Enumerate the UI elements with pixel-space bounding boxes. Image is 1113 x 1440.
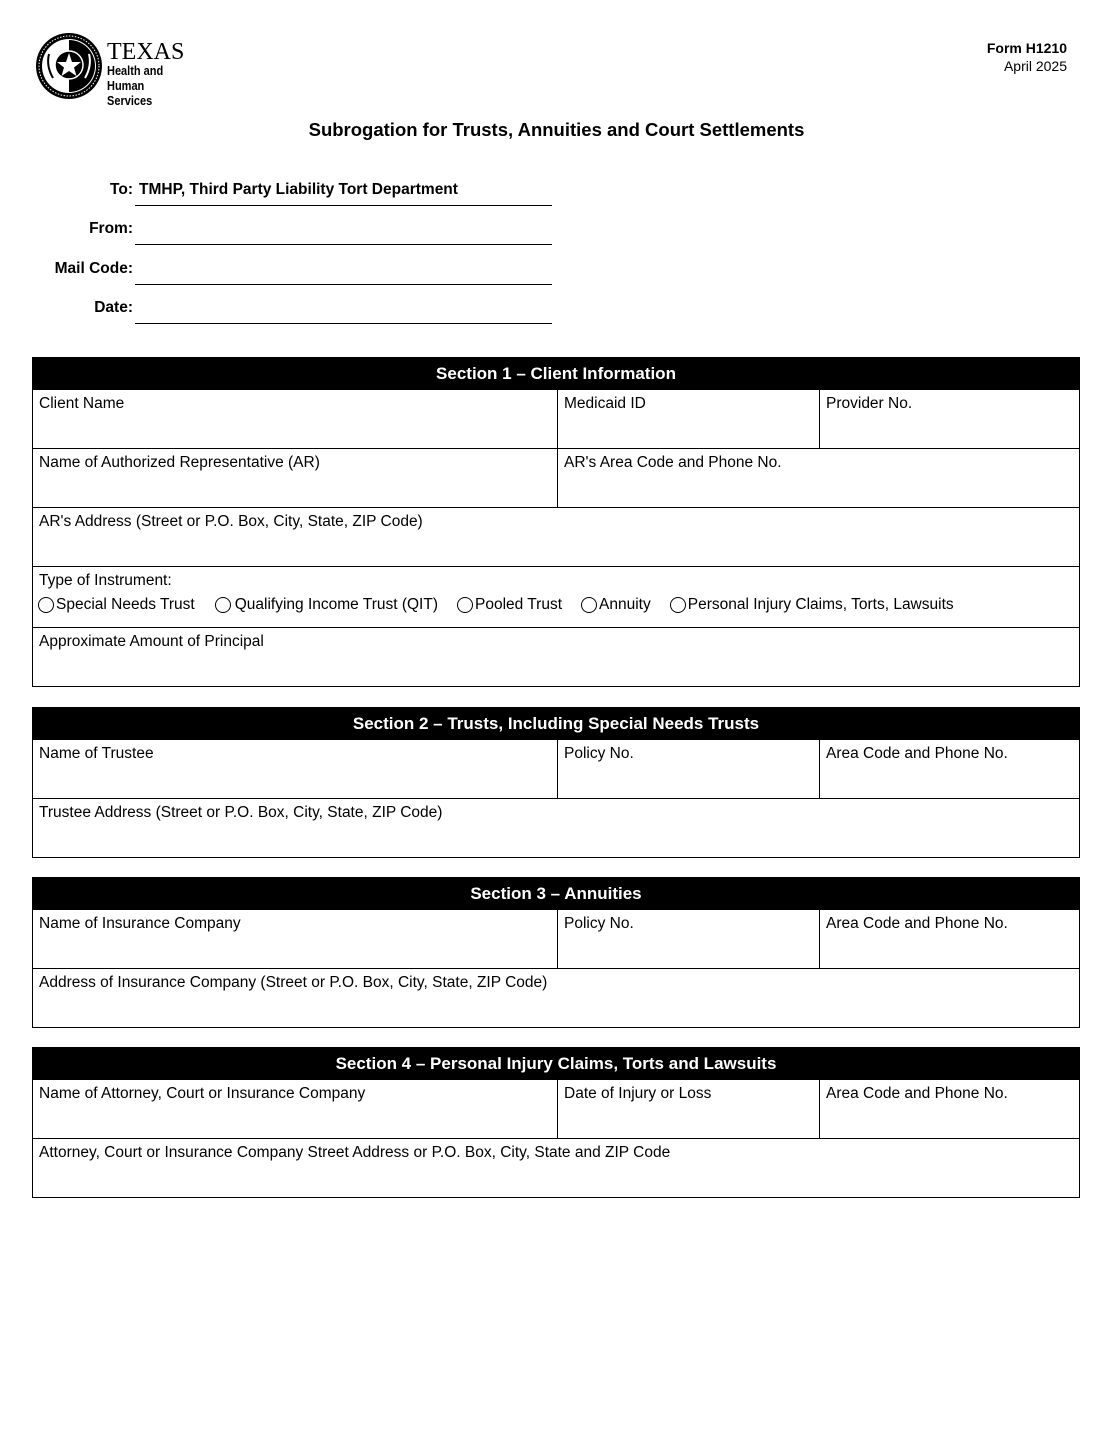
instrument-option-annuity[interactable] xyxy=(581,596,651,614)
logo-line-3: Services xyxy=(107,94,153,108)
trust-policy-no-label: Policy No. xyxy=(564,745,634,762)
ar-phone-label: AR's Area Code and Phone No. xyxy=(564,454,782,471)
section-4-header: Section 4 – Personal Injury Claims, Torts and Lawsuits xyxy=(32,1047,1080,1080)
trustee-name-field[interactable] xyxy=(33,740,557,798)
section-3-annuities xyxy=(32,877,1080,1028)
form-date: April 2025 xyxy=(1003,58,1067,74)
provider-no-field[interactable] xyxy=(819,390,1079,448)
section-1-row-5 xyxy=(33,627,1079,686)
from-row xyxy=(30,214,560,253)
page-title: Subrogation for Trusts, Annuities and Court Settlements xyxy=(308,119,805,140)
provider-no-label: Provider No. xyxy=(826,395,913,412)
to-field[interactable] xyxy=(135,175,552,206)
form-id-block xyxy=(987,39,1067,75)
mail-code-field[interactable] xyxy=(135,254,552,285)
attorney-address-label: Attorney, Court or Insurance Company Street Address or P.O. Box, City, State and ZIP Code xyxy=(39,1144,671,1161)
option-label: Special Needs Trust xyxy=(56,596,195,613)
radio-button[interactable] xyxy=(670,597,686,613)
section-4-row-1 xyxy=(33,1080,1079,1138)
to-label: To: xyxy=(110,181,133,198)
principal-amount-label: Approximate Amount of Principal xyxy=(39,633,264,650)
mail-code-label: Mail Code: xyxy=(54,259,133,277)
medicaid-id-label: Medicaid ID xyxy=(564,395,646,412)
injury-date-field[interactable] xyxy=(557,1080,819,1138)
insurance-phone-field[interactable] xyxy=(819,910,1079,968)
radio-button[interactable] xyxy=(215,597,231,613)
attorney-name-label: Name of Attorney, Court or Insurance Company xyxy=(39,1085,366,1102)
date-field[interactable] xyxy=(135,293,552,324)
ar-name-label: Name of Authorized Representative (AR) xyxy=(39,454,320,471)
date-label: Date: xyxy=(94,298,133,316)
attorney-name-field[interactable] xyxy=(33,1080,557,1138)
trustee-name-label: Name of Trustee xyxy=(39,745,154,762)
section-1-client-information xyxy=(32,357,1080,687)
medicaid-id-field[interactable] xyxy=(557,390,819,448)
instrument-type-label: Type of Instrument: xyxy=(39,572,172,589)
trust-policy-no-field[interactable] xyxy=(557,740,819,798)
routing-fields xyxy=(30,175,560,332)
trustee-phone-label: Area Code and Phone No. xyxy=(826,745,1008,762)
insurance-address-field[interactable] xyxy=(33,969,1079,1027)
option-label: Personal Injury Claims, Torts, Lawsuits xyxy=(687,596,954,613)
section-1-header: Section 1 – Client Information xyxy=(32,357,1080,390)
section-1-row-3 xyxy=(33,507,1079,566)
insurance-phone-label: Area Code and Phone No. xyxy=(826,915,1008,932)
logo-line-2: Health and Human xyxy=(107,64,164,93)
option-label: Pooled Trust xyxy=(475,596,563,613)
ar-address-field[interactable] xyxy=(33,508,1079,566)
from-label: From: xyxy=(89,220,133,238)
client-name-field[interactable] xyxy=(33,390,557,448)
form-number: Form H1210 xyxy=(986,40,1067,56)
principal-amount-field[interactable] xyxy=(33,628,1079,686)
logo-texas: TEXAS xyxy=(107,39,185,65)
insurance-address-label: Address of Insurance Company (Street or P.O. Box, City, State, ZIP Code) xyxy=(39,974,548,991)
section-1-row-2 xyxy=(33,448,1079,507)
annuity-policy-no-label: Policy No. xyxy=(564,915,634,932)
attorney-address-field[interactable] xyxy=(33,1139,1079,1197)
section-3-header: Section 3 – Annuities xyxy=(32,877,1080,910)
mail-code-row xyxy=(30,254,560,293)
radio-button[interactable] xyxy=(38,597,54,613)
to-value: TMHP, Third Party Liability Tort Department xyxy=(139,181,458,198)
ar-name-field[interactable] xyxy=(33,449,557,507)
insurance-company-name-label: Name of Insurance Company xyxy=(39,915,241,932)
section-4-row-2 xyxy=(33,1138,1079,1197)
section-1-row-1 xyxy=(33,390,1079,448)
section-3-row-1 xyxy=(33,910,1079,968)
section-2-trusts xyxy=(32,707,1080,858)
instrument-options xyxy=(33,590,1079,614)
attorney-phone-field[interactable] xyxy=(819,1080,1079,1138)
from-field[interactable] xyxy=(135,214,552,245)
texas-star-seal-icon xyxy=(35,32,103,100)
to-row xyxy=(30,175,560,214)
option-label: Annuity xyxy=(599,596,651,613)
ar-phone-field[interactable] xyxy=(557,449,1079,507)
annuity-policy-no-field[interactable] xyxy=(557,910,819,968)
client-name-label: Client Name xyxy=(39,395,125,412)
date-row xyxy=(30,293,560,332)
attorney-phone-label: Area Code and Phone No. xyxy=(826,1085,1008,1102)
trustee-phone-field[interactable] xyxy=(819,740,1079,798)
instrument-option-pooled-trust[interactable] xyxy=(457,596,562,614)
section-3-row-2 xyxy=(33,968,1079,1027)
ar-address-label: AR's Address (Street or P.O. Box, City, State, ZIP Code) xyxy=(39,513,423,530)
instrument-option-personal-injury[interactable] xyxy=(670,596,954,614)
trustee-address-label: Trustee Address (Street or P.O. Box, City, State, ZIP Code) xyxy=(39,804,443,821)
instrument-option-special-needs-trust[interactable] xyxy=(38,596,195,614)
radio-button[interactable] xyxy=(581,597,597,613)
radio-button[interactable] xyxy=(457,597,473,613)
injury-date-label: Date of Injury or Loss xyxy=(564,1085,712,1102)
section-4-personal-injury xyxy=(32,1047,1080,1198)
section-2-row-2 xyxy=(33,798,1079,857)
trustee-address-field[interactable] xyxy=(33,799,1079,857)
hhs-logo xyxy=(35,32,215,108)
insurance-company-name-field[interactable] xyxy=(33,910,557,968)
section-2-header: Section 2 – Trusts, Including Special Needs Trusts xyxy=(32,707,1080,740)
option-label: Qualifying Income Trust (QIT) xyxy=(234,596,438,613)
section-2-row-1 xyxy=(33,740,1079,798)
instrument-type-row xyxy=(33,566,1079,627)
instrument-option-qit[interactable] xyxy=(215,596,438,614)
